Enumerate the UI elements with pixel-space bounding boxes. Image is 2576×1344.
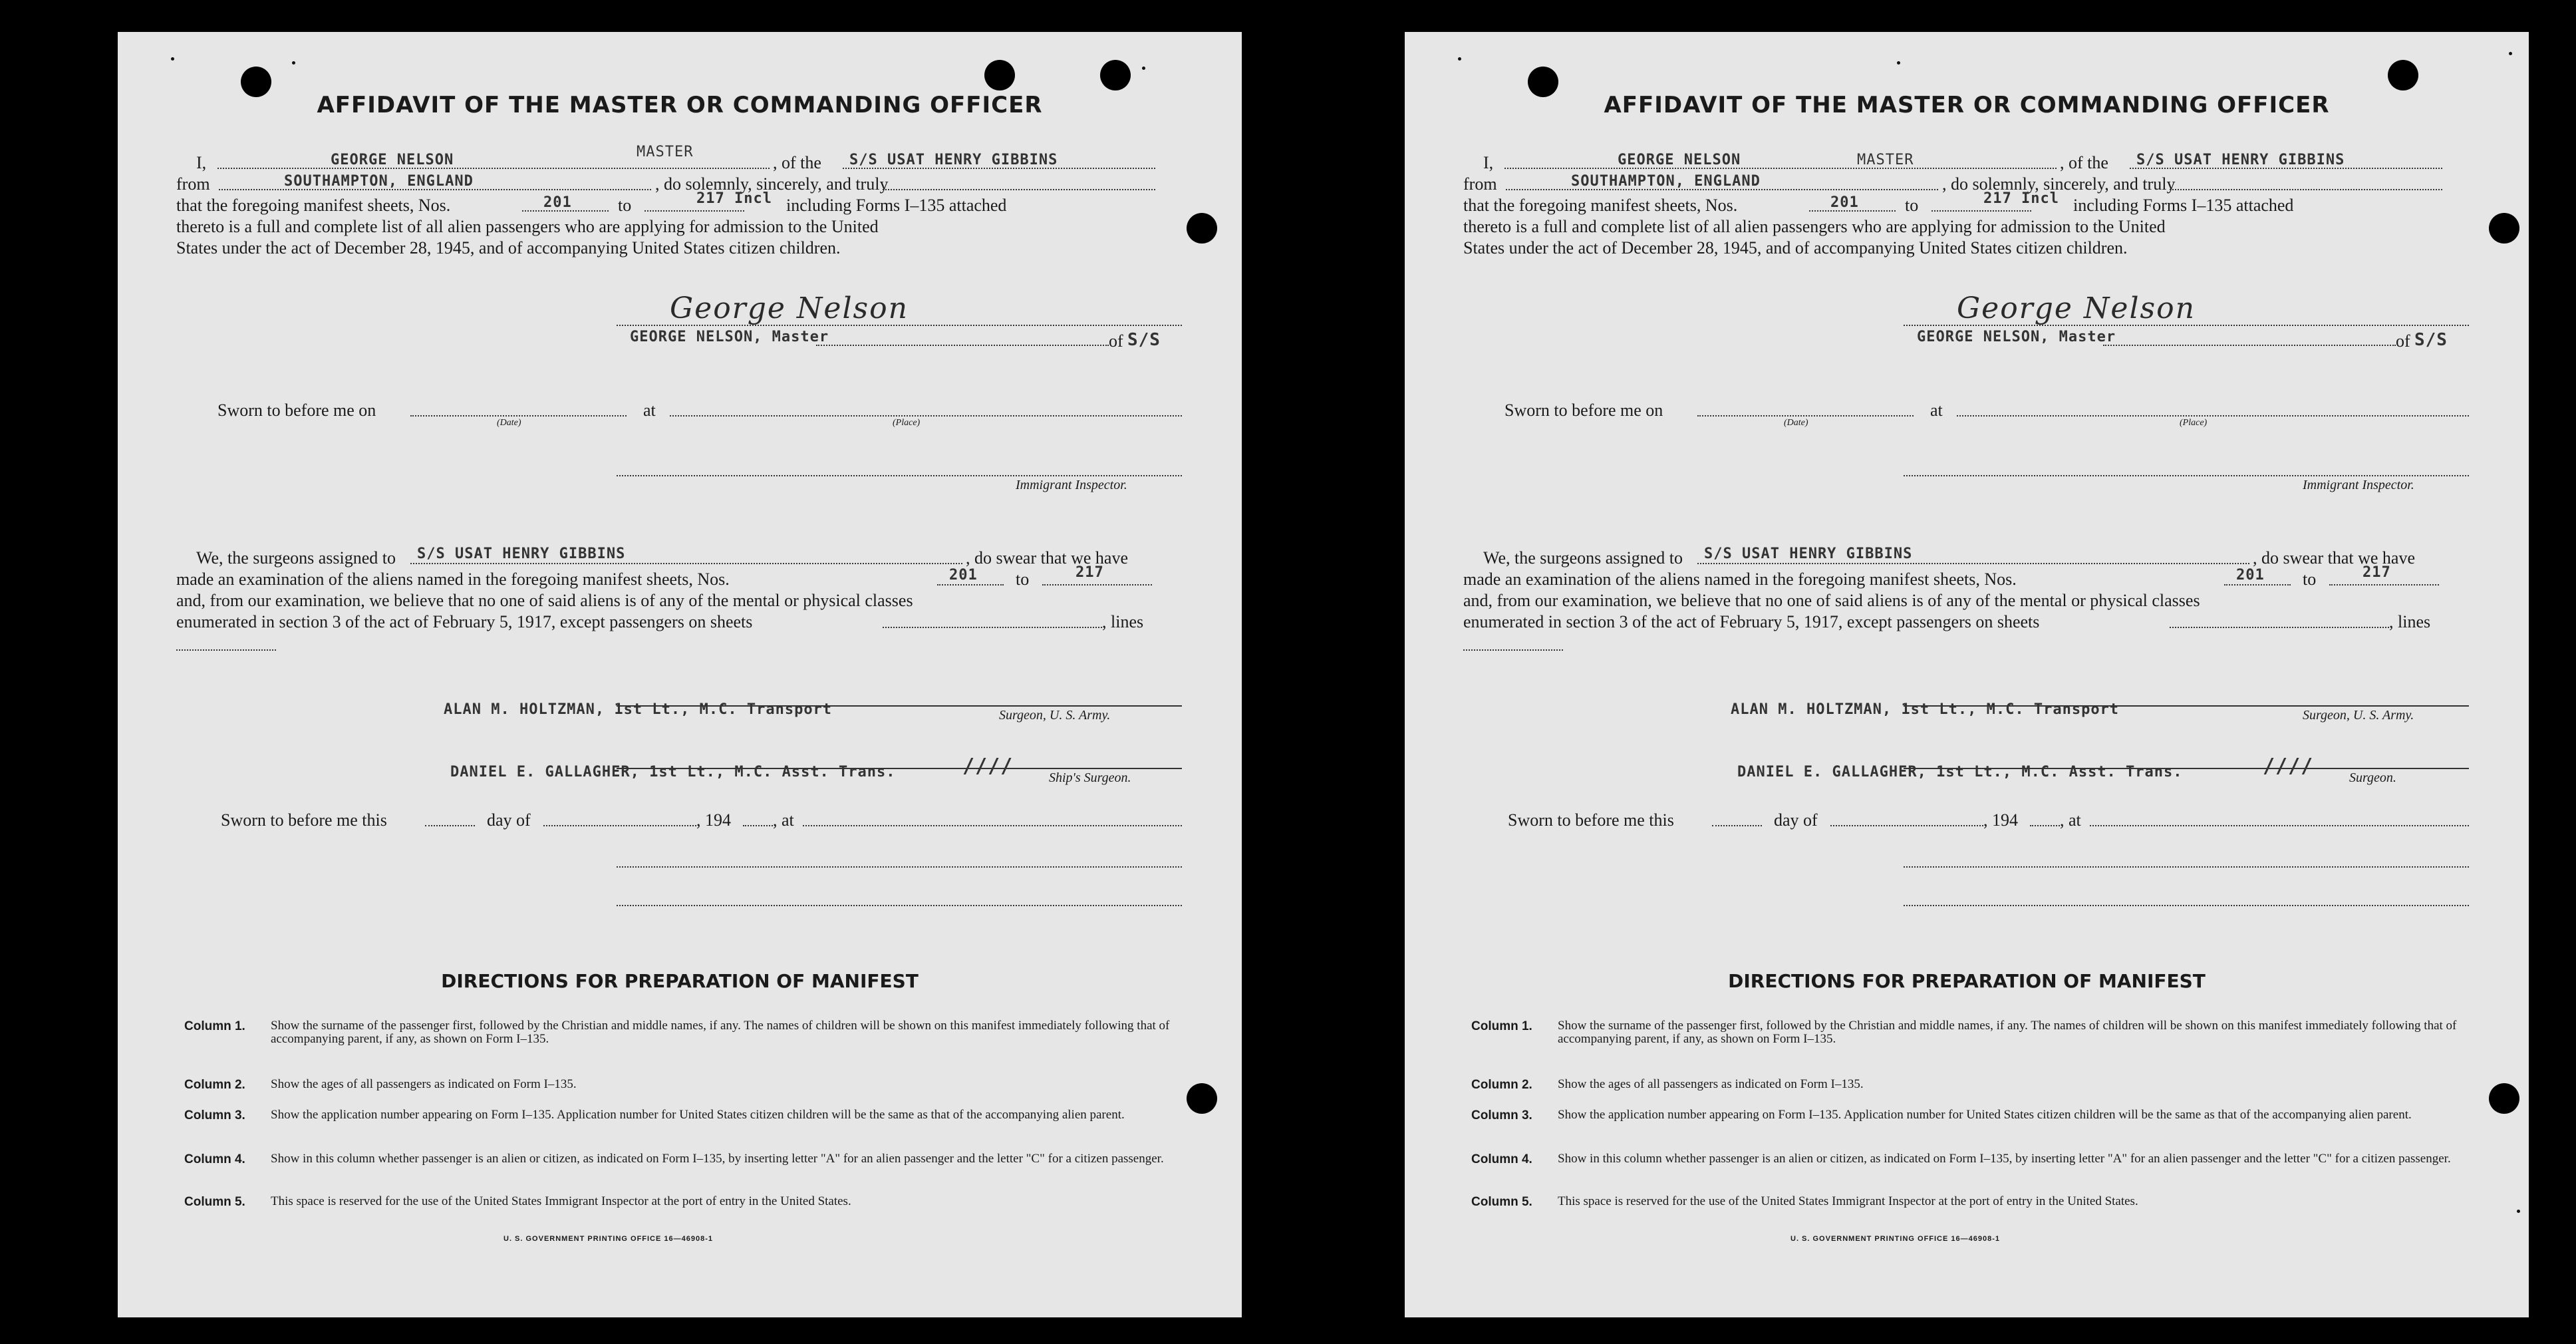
surgeon1-line <box>1904 705 2469 707</box>
surgeons-line2: made an examination of the aliens named in the foregoing manifest sheets, Nos. <box>1463 570 2017 589</box>
sheet-to: 217 Incl <box>1983 190 2059 207</box>
para1-line5: States under the act of December 28, 1945, and of accompanying United States citizen children. <box>1463 238 2128 257</box>
column4-text: Show in this column whether passenger is an alien or citizen, as indicated on Form I–135, by inserting letter "A" for an alien passenger and the letter "C" for a citizen passenger. <box>271 1152 1164 1166</box>
master-name: GEORGE NELSON <box>331 152 454 168</box>
column5-text: This space is reserved for the use of the United States Immigrant Inspector at the port of entry in the United States. <box>1558 1194 2138 1208</box>
para1-line4: thereto is a full and complete list of all alien passengers who are applying for admission to the United <box>176 217 879 236</box>
surgeons-vessel: S/S USAT HENRY GIBBINS <box>417 546 626 562</box>
surgeon2-line <box>1904 768 2469 769</box>
including-text: including Forms I–135 attached <box>2073 196 2294 215</box>
surgeons-to-line <box>2329 584 2439 586</box>
i-label: I, <box>1483 153 1494 172</box>
punch-hole <box>2489 213 2519 244</box>
port-name: SOUTHAMPTON, ENGLAND <box>284 173 474 190</box>
column4-label: Column 4. <box>184 1152 245 1166</box>
lines-value-line <box>1463 649 1563 651</box>
master-signature: George Nelson <box>670 291 909 325</box>
sworn2-title-line <box>617 905 1182 906</box>
column1-text: Show the surname of the passenger first, followed by the Christian and middle names, if any. The names of children will be shown on this manifest immediately following that of accompanying parent, if any, as shown on Form I–135. <box>1558 1019 2457 1046</box>
sworn2-place-line <box>2090 825 2469 826</box>
lines-value-line <box>176 649 276 651</box>
surgeons-line2: made an examination of the aliens named in the foregoing manifest sheets, Nos. <box>176 570 730 589</box>
swear-text: , do swear that we have <box>2253 548 2416 568</box>
sworn-this-label: Sworn to before me this <box>221 810 387 830</box>
month-line <box>1830 825 1983 826</box>
sworn-place-line <box>1957 415 2469 417</box>
signature-typed-name: GEORGE NELSON, Master <box>1917 329 2116 345</box>
sworn-date-line <box>1697 415 1914 417</box>
blank-line <box>2170 189 2442 190</box>
para1-line4: thereto is a full and complete list of all alien passengers who are applying for admission to the United <box>1463 217 2166 236</box>
including-text: including Forms I–135 attached <box>786 196 1007 215</box>
lines-label: , lines <box>1102 612 1144 631</box>
speck <box>2517 1210 2520 1213</box>
sworn-on-label: Sworn to before me on <box>217 401 376 420</box>
solemnly-text: , do solemnly, sincerely, and truly <box>655 174 889 194</box>
surgeon2-name: DANIEL E. GALLAGHER, 1st Lt., M.C. Asst. Trans. <box>450 764 896 780</box>
day-of-label: day of <box>487 810 531 830</box>
foregoing-text: that the foregoing manifest sheets, Nos. <box>1463 196 1738 215</box>
manifest-page-right <box>1405 32 2529 1317</box>
printing-office-footer: U. S. GOVERNMENT PRINTING OFFICE 16—46908-1 <box>503 1235 714 1243</box>
sheet-to-line <box>1932 210 2031 212</box>
date-caption: (Date) <box>497 418 521 428</box>
column2-label: Column 2. <box>1471 1078 1532 1092</box>
place-caption: (Place) <box>2180 418 2208 428</box>
surgeon1-title: Surgeon, U. S. Army. <box>999 708 1111 723</box>
to-label: to <box>618 196 632 215</box>
directions-heading: DIRECTIONS FOR PREPARATION OF MANIFEST <box>441 970 919 992</box>
sworn2-signature-line <box>617 866 1182 868</box>
inspector-line <box>1904 475 2469 476</box>
surgeons-sheet-to: 217 <box>1075 564 1104 581</box>
directions-heading: DIRECTIONS FOR PREPARATION OF MANIFEST <box>1728 970 2206 992</box>
surgeons-from-line <box>2224 584 2291 586</box>
surgeon2-title: Surgeon. <box>2349 770 2396 785</box>
column1-label: Column 1. <box>184 1019 245 1033</box>
column2-text: Show the ages of all passengers as indicated on Form I–135. <box>1558 1077 1864 1091</box>
date-caption: (Date) <box>1784 418 1808 428</box>
column3-text: Show the application number appearing on Form I–135. Application number for United States citizen children will be the same as that of the accompanying alien parent. <box>271 1108 1125 1122</box>
punch-hole <box>2388 60 2418 90</box>
vessel-name: S/S USAT HENRY GIBBINS <box>2136 152 2345 168</box>
sworn2-at-label: , at <box>773 810 794 830</box>
day-line <box>425 825 475 826</box>
column3-text: Show the application number appearing on Form I–135. Application number for United States citizen children will be the same as that of the accompanying alien parent. <box>1558 1108 2412 1122</box>
surgeon1-title: Surgeon, U. S. Army. <box>2303 708 2414 723</box>
surgeon1-line <box>617 705 1182 707</box>
speck <box>2509 52 2512 55</box>
column2-label: Column 2. <box>184 1078 245 1092</box>
surgeons-vessel-line <box>1697 563 2249 564</box>
signature-line <box>617 325 1182 326</box>
surgeon2-name: DANIEL E. GALLAGHER, 1st Lt., M.C. Asst. Trans. <box>1737 764 2183 780</box>
place-caption: (Place) <box>893 418 921 428</box>
punch-hole <box>984 60 1015 90</box>
signature-of-line <box>816 345 1109 346</box>
sworn-date-line <box>410 415 627 417</box>
surgeons-line4: enumerated in section 3 of the act of February 5, 1917, except passengers on sheets <box>176 612 753 631</box>
year-line <box>2030 825 2060 826</box>
speck <box>292 61 295 65</box>
of-the-label: , of the <box>2060 153 2108 172</box>
surgeons-to-label: to <box>2303 570 2317 589</box>
signature-typed-name: GEORGE NELSON, Master <box>630 329 829 345</box>
column3-label: Column 3. <box>1471 1108 1532 1122</box>
column5-label: Column 5. <box>184 1195 245 1209</box>
punch-hole <box>1187 1083 1217 1114</box>
sworn2-at-label: , at <box>2060 810 2081 830</box>
affidavit-title: AFFIDAVIT OF THE MASTER OR COMMANDING OFFICER <box>317 92 1043 118</box>
sworn2-signature-line <box>1904 866 2469 868</box>
from-label: from <box>1463 174 1497 194</box>
year-label: , 194 <box>696 810 731 830</box>
signature-of-value: S/S <box>2414 330 2448 350</box>
printing-office-footer: U. S. GOVERNMENT PRINTING OFFICE 16—46908-1 <box>1790 1235 2001 1243</box>
sheet-to-line <box>644 210 744 212</box>
solemnly-text: , do solemnly, sincerely, and truly <box>1942 174 2176 194</box>
signature-line <box>1904 325 2469 326</box>
sworn2-place-line <box>803 825 1182 826</box>
speck <box>171 57 174 61</box>
column1-text: Show the surname of the passenger first, followed by the Christian and middle names, if any. The names of children will be shown on this manifest immediately following that of accompanying parent, if any, as shown on Form I–135. <box>271 1019 1170 1046</box>
month-line <box>543 825 696 826</box>
signature-of-value: S/S <box>1127 330 1161 350</box>
surgeon2-title: Ship's Surgeon. <box>1049 770 1131 785</box>
day-of-label: day of <box>1774 810 1818 830</box>
from-label: from <box>176 174 210 194</box>
surgeons-to-label: to <box>1016 570 1030 589</box>
except-sheets-line <box>2170 627 2389 628</box>
speck <box>1897 61 1900 65</box>
inspector-line <box>617 475 1182 476</box>
surgeons-vessel-line <box>410 563 962 564</box>
sworn-place-line <box>670 415 1182 417</box>
surgeons-intro: We, the surgeons assigned to <box>1483 548 1683 568</box>
column1-label: Column 1. <box>1471 1019 1532 1033</box>
sworn2-title-line <box>1904 905 2469 906</box>
surgeon2-mark: //// <box>2263 755 2314 778</box>
name-line <box>217 168 770 169</box>
name-line <box>1504 168 2057 169</box>
signature-of-label: of <box>1109 331 1123 351</box>
column5-text: This space is reserved for the use of the United States Immigrant Inspector at the port of entry in the United States. <box>271 1194 851 1208</box>
port-name: SOUTHAMPTON, ENGLAND <box>1571 173 1761 190</box>
surgeons-vessel: S/S USAT HENRY GIBBINS <box>1704 546 1913 562</box>
sheet-from: 201 <box>1830 194 1859 211</box>
surgeons-intro: We, the surgeons assigned to <box>196 548 396 568</box>
column4-label: Column 4. <box>1471 1152 1532 1166</box>
foregoing-text: that the foregoing manifest sheets, Nos. <box>176 196 451 215</box>
surgeons-from-line <box>937 584 1004 586</box>
of-the-label: , of the <box>773 153 821 172</box>
year-label: , 194 <box>1983 810 2018 830</box>
blank-line <box>883 189 1155 190</box>
except-sheets-line <box>883 627 1102 628</box>
affidavit-title: AFFIDAVIT OF THE MASTER OR COMMANDING OFFICER <box>1604 92 2330 118</box>
sworn-on-label: Sworn to before me on <box>1504 401 1663 420</box>
punch-hole <box>2489 1083 2519 1114</box>
column5-label: Column 5. <box>1471 1195 1532 1209</box>
speck <box>1458 57 1461 61</box>
surgeons-line3: and, from our examination, we believe that no one of said aliens is of any of the mental or physical classes <box>176 591 913 610</box>
surgeons-sheet-from: 201 <box>2236 567 2265 584</box>
to-label: to <box>1905 196 1919 215</box>
surgeons-to-line <box>1042 584 1152 586</box>
surgeons-line3: and, from our examination, we believe that no one of said aliens is of any of the mental or physical classes <box>1463 591 2200 610</box>
year-line <box>743 825 773 826</box>
inspector-label: Immigrant Inspector. <box>2303 478 2414 492</box>
surgeon1-name: ALAN M. HOLTZMAN, 1st Lt., M.C. Transport <box>1731 701 2120 718</box>
master-rank: MASTER <box>637 144 694 160</box>
lines-label: , lines <box>2389 612 2431 631</box>
i-label: I, <box>196 153 207 172</box>
master-signature: George Nelson <box>1957 291 2196 325</box>
sworn-at-label: at <box>1930 401 1943 420</box>
swear-text: , do swear that we have <box>966 548 1129 568</box>
signature-of-label: of <box>2396 331 2410 351</box>
sworn-this-label: Sworn to before me this <box>1508 810 1674 830</box>
para1-line5: States under the act of December 28, 1945, and of accompanying United States citizen children. <box>176 238 841 257</box>
column4-text: Show in this column whether passenger is an alien or citizen, as indicated on Form I–135, by inserting letter "A" for an alien passenger and the letter "C" for a citizen passenger. <box>1558 1152 2451 1166</box>
column2-text: Show the ages of all passengers as indicated on Form I–135. <box>271 1077 577 1091</box>
surgeons-sheet-to: 217 <box>2362 564 2391 581</box>
manifest-page-left <box>118 32 1242 1317</box>
inspector-label: Immigrant Inspector. <box>1016 478 1127 492</box>
sworn-at-label: at <box>643 401 656 420</box>
master-rank: MASTER <box>1857 152 1914 168</box>
master-name: GEORGE NELSON <box>1618 152 1741 168</box>
surgeons-line4: enumerated in section 3 of the act of February 5, 1917, except passengers on sheets <box>1463 612 2040 631</box>
signature-of-line <box>2103 345 2396 346</box>
speck <box>1142 67 1145 70</box>
sheet-from: 201 <box>543 194 572 211</box>
vessel-name: S/S USAT HENRY GIBBINS <box>849 152 1058 168</box>
column3-label: Column 3. <box>184 1108 245 1122</box>
sheet-to: 217 Incl <box>696 190 772 207</box>
surgeon2-mark: //// <box>962 755 1014 778</box>
punch-hole <box>1187 213 1217 244</box>
day-line <box>1712 825 1762 826</box>
surgeon2-line <box>617 768 1182 769</box>
punch-hole <box>1100 60 1131 90</box>
surgeon1-name: ALAN M. HOLTZMAN, 1st Lt., M.C. Transport <box>444 701 833 718</box>
surgeons-sheet-from: 201 <box>949 567 978 584</box>
